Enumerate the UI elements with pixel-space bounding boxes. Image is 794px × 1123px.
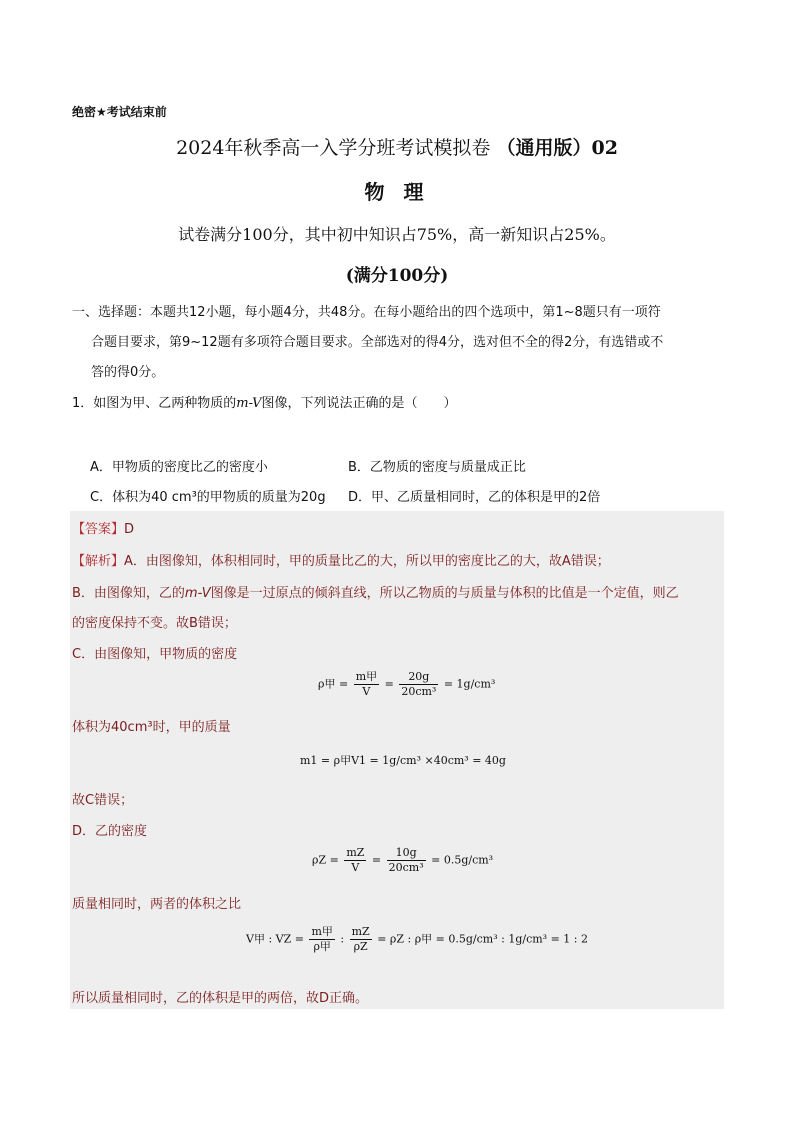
analysis-b-italic: m-V <box>184 586 211 601</box>
formula-ratio-num-1: m甲 <box>311 925 333 938</box>
question-text-italic: m-V <box>236 396 262 411</box>
formula-d-den-2: 20cm³ <box>388 861 424 874</box>
option-d: D．甲、乙质量相同时，乙的体积是甲的2倍 <box>348 490 601 505</box>
analysis-b-line-1 <box>72 582 679 601</box>
exam-title <box>0 133 794 160</box>
formula-c-den-2: 20cm³ <box>401 685 437 698</box>
answer-line <box>72 518 134 537</box>
formula-ratio-den-1: ρ甲 <box>313 940 331 953</box>
formula-d-num-1: mZ <box>346 846 365 859</box>
subject-heading: 物 理 <box>364 180 430 204</box>
formula-ratio-colon: : <box>340 932 345 946</box>
analysis-tag: 【解析】 <box>72 554 125 569</box>
formula-d-frac-2 <box>387 846 426 875</box>
analysis-c-intro: C．由图像知，甲物质的密度 <box>72 647 238 662</box>
formula-d-den-1: V <box>351 861 360 874</box>
formula-c-mass: m1 = ρ甲V1 = 1g/cm³ ×40cm³ = 40g <box>300 754 506 767</box>
analysis-a-line <box>72 550 610 569</box>
exam-title-main: 2024年秋季高一入学分班考试模拟卷 <box>176 137 491 159</box>
formula-c-eq: = <box>384 677 394 691</box>
section-line-2: 合题目要求，第9~12题有多项符合题目要求。全部选对的得4分，选对但不全的得2分，有选错或不 <box>91 335 664 350</box>
option-b: B．乙物质的密度与质量成正比 <box>348 460 526 475</box>
analysis-b-before: B．由图像知，乙的 <box>72 586 185 601</box>
full-score: (满分100分) <box>345 266 449 286</box>
formula-ratio-frac-1 <box>309 925 334 954</box>
formula-c-frac-1 <box>354 670 379 699</box>
analysis-d-mid: 质量相同时，两者的体积之比 <box>72 897 242 912</box>
exam-description: 试卷满分100分，其中初中知识占75%，高一新知识占25%。 <box>178 225 616 244</box>
section-line-3: 答的得0分。 <box>91 365 165 380</box>
question-text-after: 图像，下列说法正确的是（ ） <box>261 396 457 411</box>
formula-c-den-1: V <box>362 685 371 698</box>
formula-d-rhs: = 0.5g/cm³ <box>431 853 494 867</box>
formula-ratio-num-2: mZ <box>351 925 370 938</box>
formula-ratio-den-2: ρZ <box>353 940 368 953</box>
analysis-b-after: 图像是一过原点的倾斜直线，所以乙物质的与质量与体积的比值是一个定值，则乙 <box>210 586 679 601</box>
formula-c-density <box>318 670 495 699</box>
formula-c-frac-2 <box>399 670 438 699</box>
section-line-1: 一、选择题：本题共12小题，每小题4分，共48分。在每小题给出的四个选项中，第1~8题只有一项符 <box>72 305 661 320</box>
question-1-stem <box>72 392 456 411</box>
formula-d-lhs: ρZ = <box>312 853 339 867</box>
formula-d-num-2: 10g <box>387 846 426 861</box>
exam-title-suffix: （通用版）02 <box>496 137 618 159</box>
formula-d-ratio <box>246 925 588 954</box>
analysis-b-line-2: 的密度保持不变。故B错误； <box>72 616 237 631</box>
question-text-before: 如图为甲、乙两种物质的 <box>93 396 237 411</box>
formula-c-lhs: ρ甲 = <box>318 677 349 691</box>
formula-c-rhs: = 1g/cm³ <box>443 677 496 691</box>
analysis-c-mid: 体积为40cm³时，甲的质量 <box>72 720 231 735</box>
formula-d-eq: = <box>371 853 382 867</box>
formula-ratio-rhs: = ρZ : ρ甲 = 0.5g/cm³ : 1g/cm³ = 1 : 2 <box>377 932 588 946</box>
formula-c-num-2: 20g <box>399 670 438 685</box>
analysis-c-conclusion: 故C错误； <box>72 793 134 808</box>
confidential-label: 绝密★考试结束前 <box>72 105 167 119</box>
analysis-a-text: A．由图像知，体积相同时，甲的质量比乙的大，所以甲的密度比乙的大，故A错误； <box>124 554 610 569</box>
formula-d-frac-1 <box>344 846 366 875</box>
analysis-d-conclusion: 所以质量相同时，乙的体积是甲的两倍，故D正确。 <box>72 991 369 1006</box>
formula-ratio-lhs: V甲 : VZ = <box>246 932 304 946</box>
answer-value: D <box>124 522 135 537</box>
formula-c-num-1: m甲 <box>355 670 378 683</box>
question-number: 1． <box>72 396 94 411</box>
section-instructions <box>72 298 732 388</box>
formula-d-density <box>312 846 493 875</box>
formula-ratio-frac-2 <box>350 925 372 954</box>
answer-tag: 【答案】 <box>72 522 125 537</box>
analysis-d-intro: D．乙的密度 <box>72 824 148 839</box>
option-a: A．甲物质的密度比乙的密度小 <box>90 460 268 475</box>
option-c: C．体积为40 cm³的甲物质的质量为20g <box>90 490 326 505</box>
